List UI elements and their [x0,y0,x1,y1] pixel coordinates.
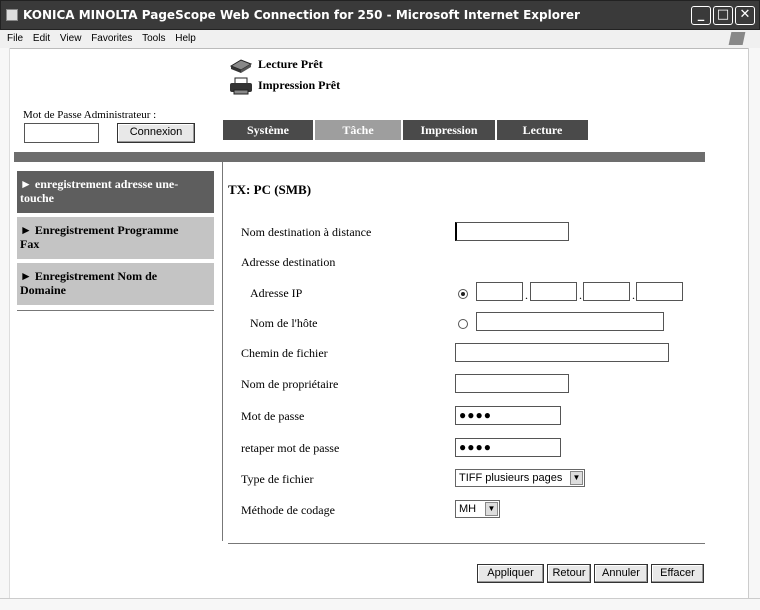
window-border-left [0,48,10,609]
admin-password-label: Mot de Passe Administrateur : [23,109,157,121]
apply-button[interactable]: Appliquer [477,564,544,583]
tab-impression[interactable]: Impression [403,120,495,140]
admin-password-input[interactable] [24,123,99,143]
sidebar-item-label: touche [20,191,54,205]
encoding-select[interactable] [455,500,500,518]
file-type-label: Type de fichier [241,472,314,486]
tab-systeme[interactable]: Système [223,120,313,140]
sidebar-item-one-touch[interactable] [17,171,214,213]
windows-flag-icon [729,32,746,45]
sidebar-item-domain-name[interactable] [17,263,214,305]
sidebar-item-label: ► enregistrement adresse une- [20,177,179,191]
chevron-down-icon[interactable]: ▼ [485,502,498,516]
close-button[interactable]: ✕ [735,6,755,25]
encoding-value: MH [459,503,477,515]
cancel-button[interactable]: Annuler [594,564,648,583]
file-type-select[interactable] [455,469,585,487]
connect-button[interactable]: Connexion [117,123,195,143]
owner-name-input[interactable] [455,374,569,393]
ip-separator: . [579,288,582,302]
minimize-button[interactable]: _ [691,6,711,25]
footer-divider [228,543,705,544]
back-button[interactable]: Retour [547,564,591,583]
window-titlebar [0,0,760,30]
ip-octet-4-input[interactable] [636,282,683,301]
browser-icon [6,9,18,21]
ip-separator: . [632,288,635,302]
retype-password-label: retaper mot de passe [241,441,340,455]
printer-status: Impression Prêt [258,78,341,92]
ip-octet-1-input[interactable] [476,282,523,301]
owner-name-label: Nom de propriétaire [241,377,339,391]
host-name-label: Nom de l'hôte [250,316,318,330]
chevron-down-icon[interactable]: ▼ [570,471,583,485]
window-title: KONICA MINOLTA PageScope Web Connection for 250 - Microsoft Internet Explorer [23,8,580,22]
password-label: Mot de passe [241,409,305,423]
menu-help[interactable]: Help [175,33,196,44]
sidebar-item-label: ► Enregistrement Programme [20,223,179,237]
ip-octet-2-input[interactable] [530,282,577,301]
retype-password-input[interactable]: ●●●● [455,438,561,457]
dest-address-label: Adresse destination [241,255,336,269]
sidebar-item-label: Fax [20,237,40,251]
dest-name-label: Nom destination à distance [241,225,372,239]
scanner-icon [228,56,254,74]
ip-address-radio[interactable] [458,289,468,299]
content-divider [222,162,223,541]
encoding-label: Méthode de codage [241,503,335,517]
scanner-status: Lecture Prêt [258,57,323,71]
clear-button[interactable]: Effacer [651,564,704,583]
window-border-bottom [0,598,760,610]
tab-tache[interactable]: Tâche [315,120,401,140]
sidebar-item-label: ► Enregistrement Nom de [20,269,158,283]
menu-edit[interactable]: Edit [32,33,51,44]
ip-separator: . [525,288,528,302]
menu-tools[interactable]: Tools [142,33,166,44]
sidebar-item-label: Domaine [20,283,66,297]
ip-octet-3-input[interactable] [583,282,630,301]
file-type-value: TIFF plusieurs pages [459,472,563,484]
tab-lecture[interactable]: Lecture [497,120,588,140]
window-border-right [748,48,760,609]
sidebar-divider [17,310,214,311]
host-name-input[interactable] [476,312,664,331]
maximize-button[interactable]: □ [713,6,733,25]
file-path-label: Chemin de fichier [241,346,328,360]
header-divider-bar [14,152,705,162]
menu-view[interactable]: View [59,33,82,44]
page-title: TX: PC (SMB) [228,182,312,197]
host-name-radio[interactable] [458,319,468,329]
password-input[interactable]: ●●●● [455,406,561,425]
ip-address-label: Adresse IP [250,286,303,300]
menu-bar [0,30,760,49]
file-path-input[interactable] [455,343,669,362]
sidebar-item-fax-program[interactable] [17,217,214,259]
menu-favorites[interactable]: Favorites [91,33,133,44]
menu-file[interactable]: File [7,33,24,44]
dest-name-input[interactable] [455,222,569,241]
printer-icon [228,77,254,95]
